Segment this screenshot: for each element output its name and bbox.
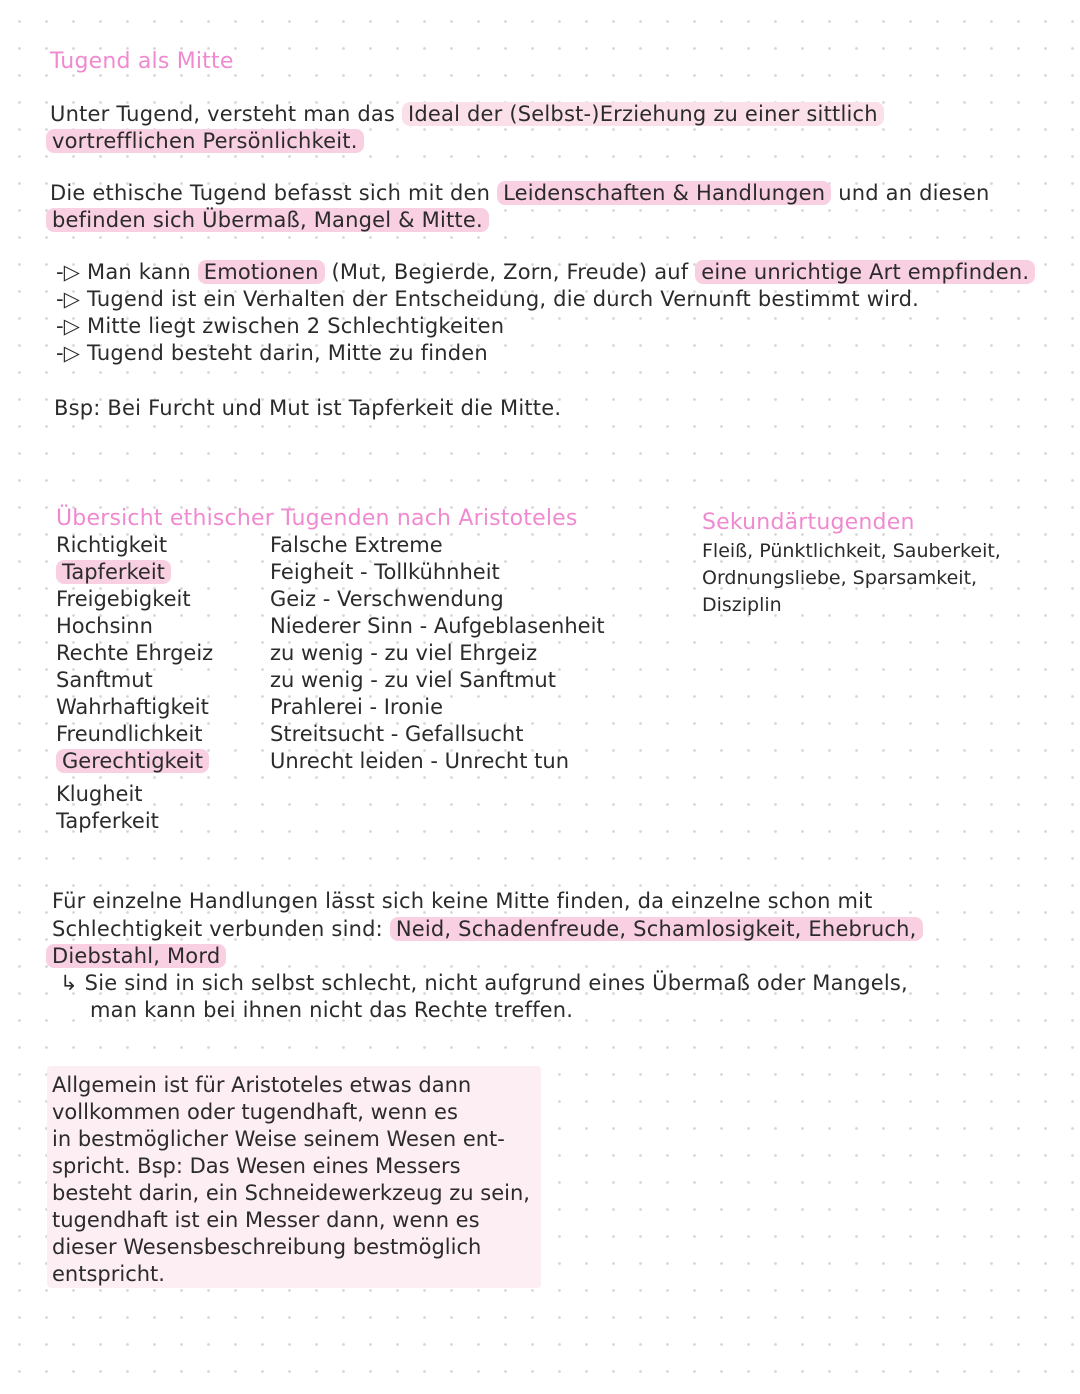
extreme-item: Feigheit - Tollkühnheit (270, 560, 500, 584)
ethic-line-1 (50, 180, 990, 207)
extreme-item: Niederer Sinn - Aufgeblasenheit (270, 614, 605, 638)
summary-line: dieser Wesensbeschreibung bestmöglich (52, 1235, 482, 1259)
ethic-line-2 (46, 207, 489, 234)
actions-line-2 (52, 916, 923, 943)
virtue-item: Freundlichkeit (56, 722, 203, 746)
overview-title: Übersicht ethischer Tugenden nach Aristoteles (56, 506, 578, 531)
ethic-highlight: Leidenschaften & Handlungen (497, 181, 831, 205)
summary-line: in bestmöglicher Weise seinem Wesen ent- (52, 1127, 505, 1151)
virtue-highlight: Tapferkeit (56, 560, 171, 584)
virtue-item: Hochsinn (56, 614, 153, 638)
actions-line-5: man kann bei ihnen nicht das Rechte treffen. (90, 998, 574, 1022)
bullet-2: -▷ Tugend ist ein Verhalten der Entscheidung, die durch Vernunft bestimmt wird. (56, 287, 920, 311)
ethic-text: Die ethische Tugend befasst sich mit den (50, 181, 491, 205)
intro-text: Unter Tugend, versteht man das (50, 102, 396, 126)
virtue-item (56, 559, 213, 586)
summary-line: entspricht. (52, 1262, 165, 1286)
actions-line-1: Für einzelne Handlungen lässt sich keine Mitte finden, da einzelne schon mit (52, 889, 873, 913)
extremes-title: Falsche Extreme (270, 533, 443, 557)
summary-line: vollkommen oder tugendhaft, wenn es (52, 1100, 458, 1124)
ethic-text-post: und an diesen (838, 181, 990, 205)
virtue-item: Tapferkeit (56, 809, 159, 833)
extreme-item: Geiz - Verschwendung (270, 587, 504, 611)
bullet-1-highlight-2: eine unrichtige Art empfinden. (695, 260, 1035, 284)
actions-highlight: Neid, Schadenfreude, Schamlosigkeit, Ehebruch, (390, 917, 923, 941)
extreme-item: Streitsucht - Gefallsucht (270, 722, 524, 746)
secondary-list (702, 538, 1001, 619)
intro-line-2 (46, 128, 364, 155)
bullet-1-highlight: Emotionen (198, 260, 325, 284)
extremes-column (270, 532, 605, 775)
actions-line-4: ↳ Sie sind in sich selbst schlecht, nicht aufgrund eines Übermaß oder Mangels, (60, 971, 908, 995)
virtue-item: Wahrhaftigkeit (56, 695, 209, 719)
summary-line: tugendhaft ist ein Messer dann, wenn es (52, 1208, 480, 1232)
extreme-item: Prahlerei - Ironie (270, 695, 443, 719)
extreme-item: zu wenig - zu viel Ehrgeiz (270, 641, 538, 665)
summary-line: besteht darin, ein Schneidewerkzeug zu sein, (52, 1181, 530, 1205)
intro-line-1 (50, 101, 884, 128)
actions-highlight-2: Diebstahl, Mord (46, 944, 226, 968)
example-line: Bsp: Bei Furcht und Mut ist Tapferkeit die Mitte. (54, 396, 562, 420)
virtue-item: Rechte Ehrgeiz (56, 641, 214, 665)
bullet-1-text: -▷ Man kann (56, 260, 191, 284)
bullet-4: -▷ Tugend besteht darin, Mitte zu finden (56, 341, 488, 365)
extreme-item: Unrecht leiden - Unrecht tun (270, 749, 570, 773)
secondary-title: Sekundärtugenden (702, 510, 915, 535)
secondary-line: Fleiß, Pünktlichkeit, Sauberkeit, (702, 540, 1001, 562)
virtue-item: Klugheit (56, 782, 143, 806)
summary-line: spricht. Bsp: Das Wesen eines Messers (52, 1154, 461, 1178)
intro-highlight-2: vortrefflichen Persönlichkeit. (46, 129, 364, 153)
virtues-column (56, 532, 213, 835)
virtue-highlight: Gerechtigkeit (56, 749, 209, 773)
virtue-item (56, 748, 213, 775)
ethic-highlight-2: befinden sich Übermaß, Mangel & Mitte. (46, 208, 489, 232)
bullet-1-mid: (Mut, Begierde, Zorn, Freude) auf (331, 260, 689, 284)
virtue-item: Sanftmut (56, 668, 153, 692)
secondary-line: Disziplin (702, 594, 782, 616)
virtue-item: Freigebigkeit (56, 587, 191, 611)
intro-highlight: Ideal der (Selbst-)Erziehung zu einer sittlich (402, 102, 884, 126)
actions-line-3 (46, 943, 226, 970)
virtue-item: Richtigkeit (56, 533, 168, 557)
bullet-3: -▷ Mitte liegt zwischen 2 Schlechtigkeiten (56, 314, 505, 338)
actions-text: Schlechtigkeit verbunden sind: (52, 917, 383, 941)
page-title: Tugend als Mitte (50, 49, 234, 74)
secondary-line: Ordnungsliebe, Sparsamkeit, (702, 567, 978, 589)
extreme-item: zu wenig - zu viel Sanftmut (270, 668, 556, 692)
summary-line: Allgemein ist für Aristoteles etwas dann (52, 1073, 472, 1097)
bullet-1 (56, 259, 1035, 286)
summary-text (52, 1072, 532, 1288)
